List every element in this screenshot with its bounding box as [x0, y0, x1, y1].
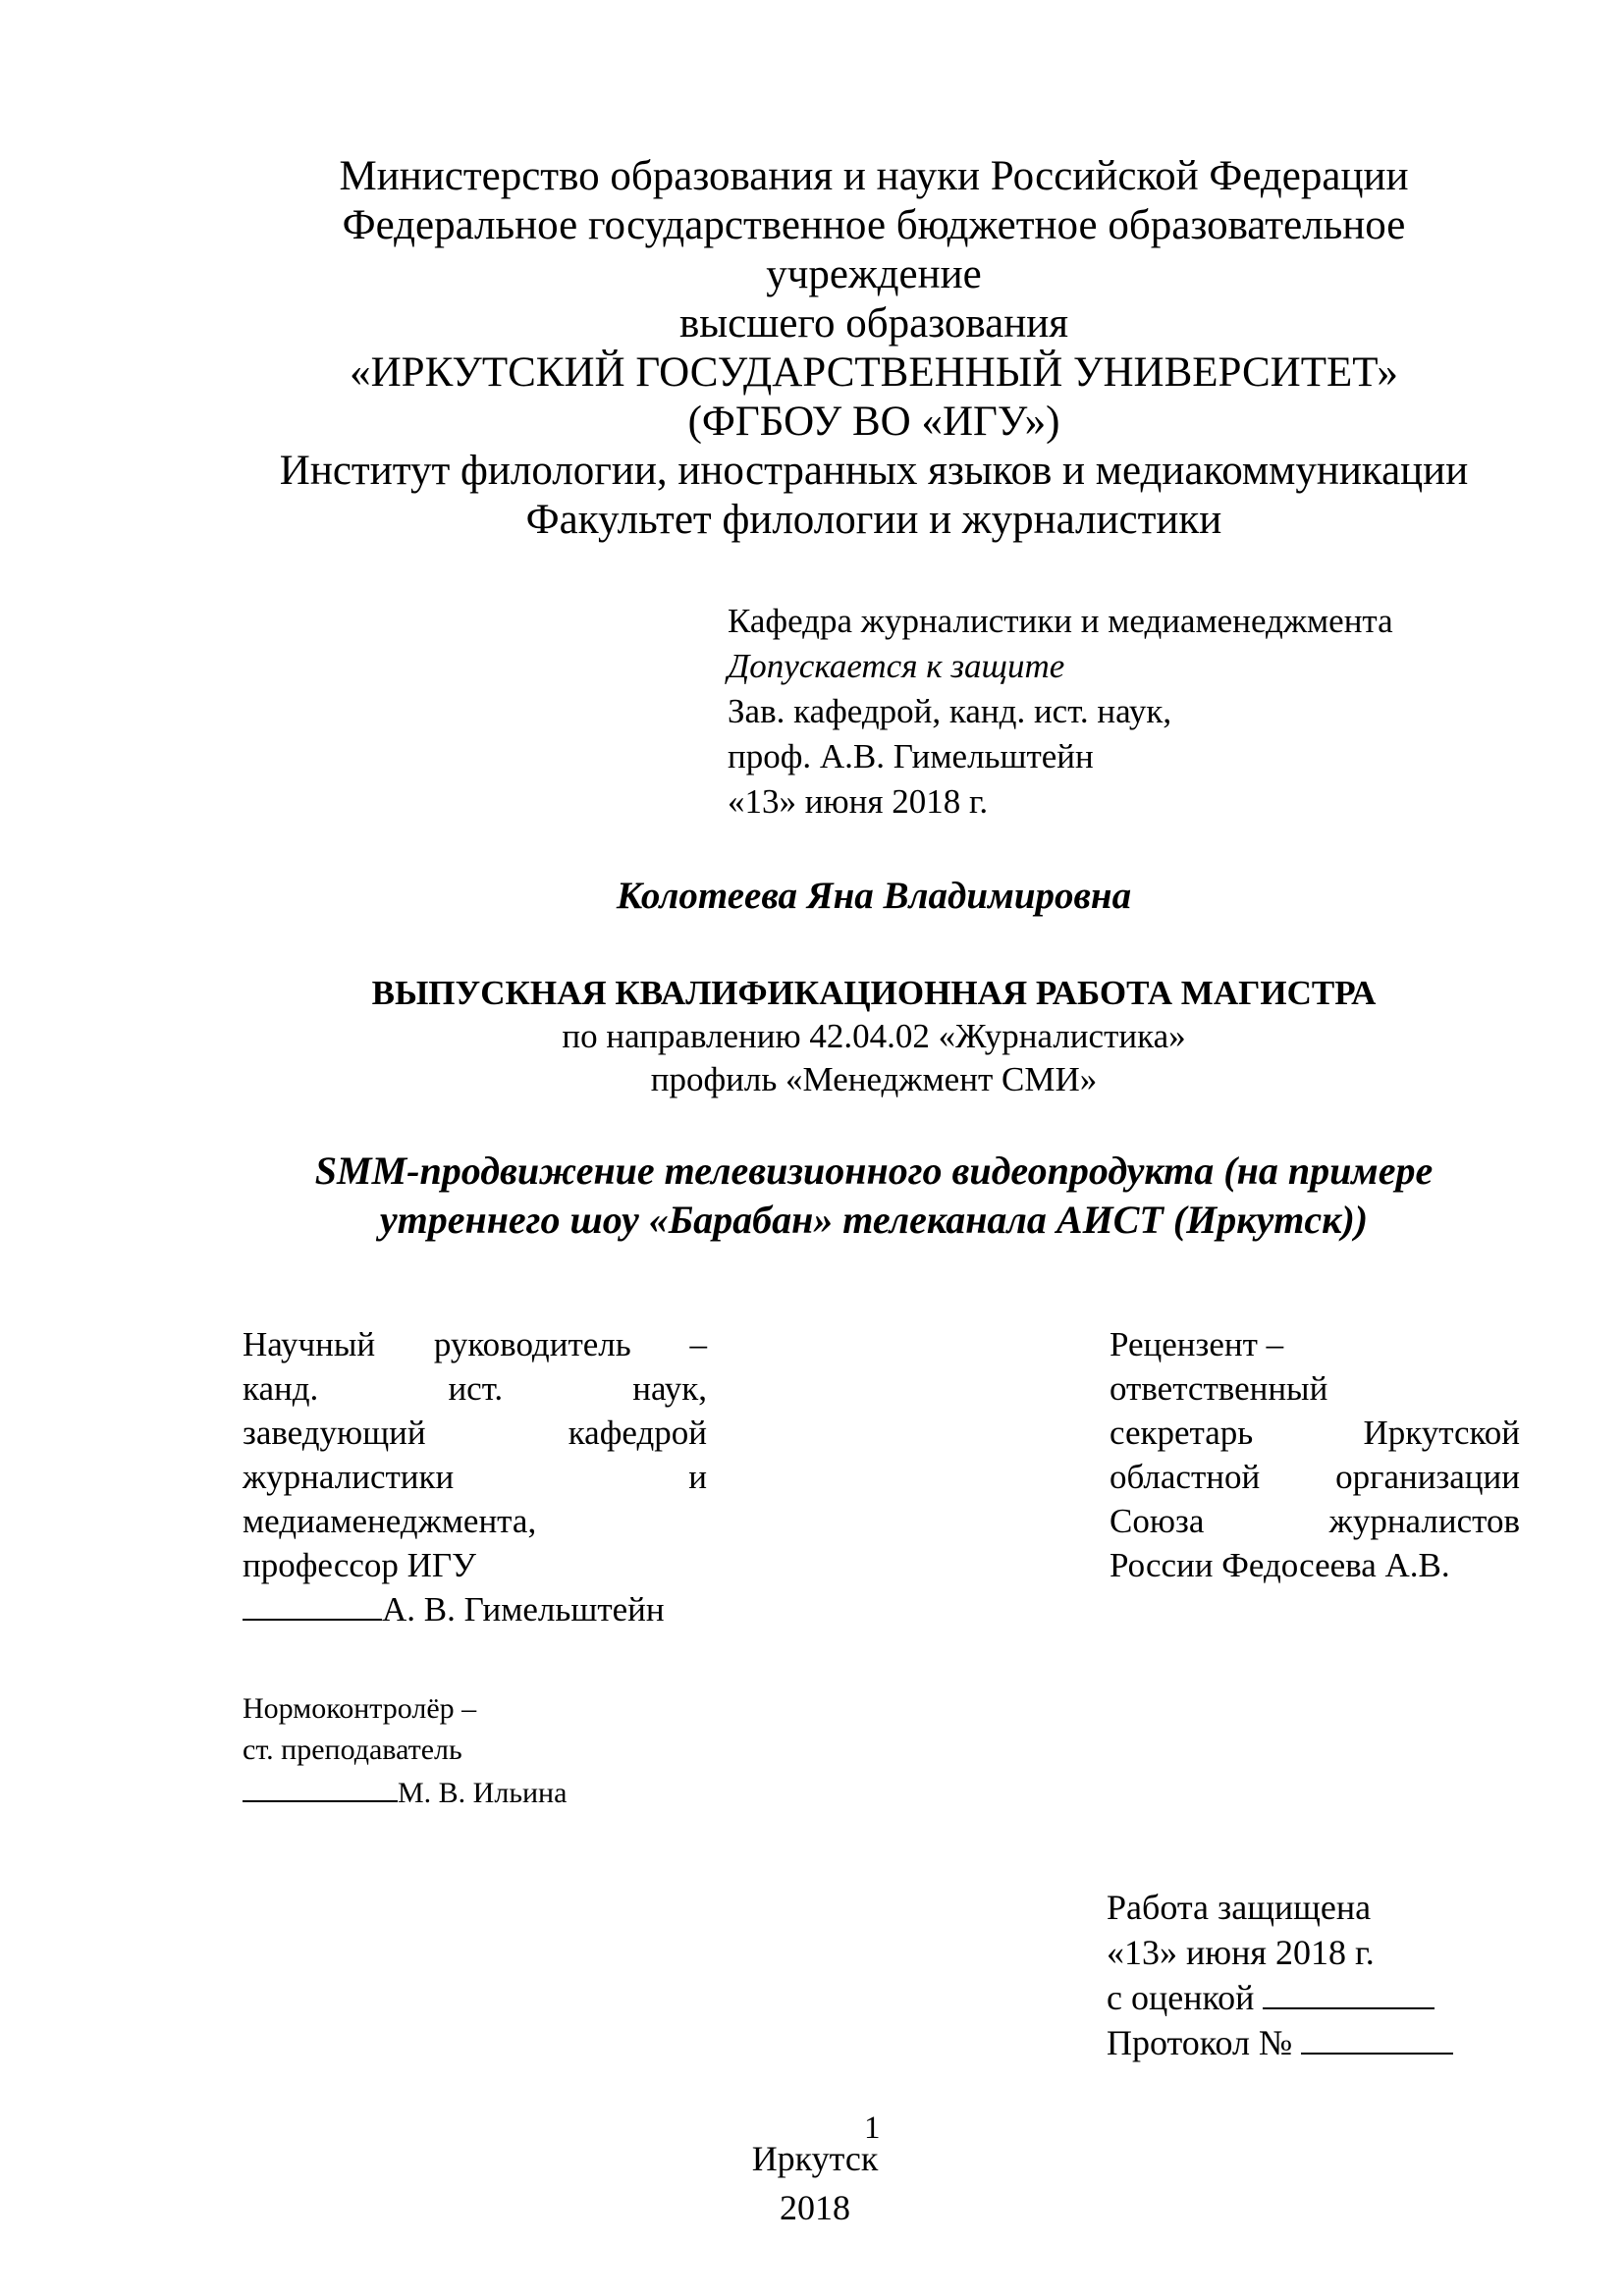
supervisor-line-6: профессор ИГУ: [243, 1546, 476, 1584]
reviewer-line-5: [1110, 1499, 1520, 1543]
admitted-to-defense: Допускается к защите: [728, 647, 1065, 685]
approval-date: «13» июня 2018 г.: [728, 782, 989, 821]
faculty-name: Факультет филологии и журналистики: [525, 497, 1222, 543]
grade-label: с оценкой: [1107, 1978, 1255, 2017]
reviewer-word: журналистов: [1328, 1502, 1520, 1540]
supervisor-line-5: медиаменеджмента,: [243, 1502, 537, 1540]
department-head-name: проф. А.В. Гимельштейн: [728, 737, 1094, 775]
department-head-title: Зав. кафедрой, канд. ист. наук,: [728, 692, 1172, 730]
reviewer-word: организации: [1335, 1458, 1520, 1496]
work-type: ВЫПУСКНАЯ КВАЛИФИКАЦИОННАЯ РАБОТА МАГИСТРА: [371, 974, 1377, 1012]
normcontrol-position: ст. преподаватель: [243, 1734, 462, 1766]
department-name: Кафедра журналистики и медиаменеджмента: [728, 602, 1393, 640]
study-profile: профиль «Менеджмент СМИ»: [650, 1060, 1098, 1098]
thesis-topic-line-2: утреннего шоу «Барабан» телеканала АИСТ (Иркутск)): [379, 1198, 1369, 1242]
reviewer-line-6: России Федосеева А.В.: [1110, 1546, 1450, 1584]
protocol-blank-line: [1301, 2023, 1453, 2055]
defense-block: [1107, 1885, 1453, 2065]
signature-line: [243, 1589, 382, 1621]
supervisor-word: и: [688, 1458, 707, 1496]
supervisor-word: кафедрой: [568, 1414, 707, 1452]
university-abbreviation: (ФГБОУ ВО «ИГУ»): [687, 399, 1060, 445]
approval-block: [728, 599, 1393, 825]
reviewer-line-4: [1110, 1455, 1520, 1499]
reviewer-block: [1110, 1322, 1520, 1587]
defense-date: «13» июня 2018 г.: [1107, 1933, 1375, 1972]
institution-type-line-2: учреждение: [766, 251, 982, 297]
signature-line: [243, 1771, 398, 1802]
supervisor-word: заведующий: [243, 1414, 426, 1452]
city: Иркутск: [751, 2139, 879, 2178]
institution-header: [236, 152, 1512, 545]
grade-blank-line: [1263, 1978, 1435, 2009]
supervisor-block: [243, 1322, 707, 1631]
institution-type-line: Федеральное государственное бюджетное образовательное: [342, 202, 1406, 248]
reviewer-word: секретарь: [1110, 1414, 1254, 1452]
supervisor-word: канд.: [243, 1369, 319, 1408]
normcontrol-signature-name: М. В. Ильина: [398, 1777, 568, 1809]
author-name: Колотеева Яна Владимировна: [616, 875, 1132, 917]
reviewer-word: Иркутской: [1363, 1414, 1520, 1452]
supervisor-line-4: [243, 1455, 707, 1499]
year: 2018: [780, 2188, 850, 2227]
thesis-topic-line-1: SMM-продвижение телевизионного видеопродукта (на примере: [314, 1148, 1434, 1193]
supervisor-line-3: [243, 1411, 707, 1455]
normcontrol-block: [243, 1688, 567, 1814]
supervisor-word: наук,: [632, 1369, 707, 1408]
supervisor-signature-name: А. В. Гимельштейн: [382, 1590, 665, 1629]
education-level-line: высшего образования: [678, 300, 1069, 347]
reviewer-word: Союза: [1110, 1502, 1205, 1540]
supervisor-word: ист.: [448, 1369, 504, 1408]
normcontrol-signature: [243, 1771, 567, 1814]
page-number: 1: [864, 2110, 881, 2146]
defense-grade: [1107, 1975, 1453, 2020]
supervisor-word: журналистики: [243, 1458, 455, 1496]
supervisor-line-1: [243, 1322, 707, 1366]
university-name: «ИРКУТСКИЙ ГОСУДАРСТВЕННЫЙ УНИВЕРСИТЕТ»: [350, 349, 1398, 396]
thesis-topic: [236, 1147, 1512, 1245]
reviewer-line-2: ответственный: [1110, 1369, 1328, 1408]
work-type-block: [236, 972, 1512, 1101]
supervisor-word: Научный: [243, 1325, 376, 1363]
supervisor-word: руководитель: [433, 1325, 631, 1363]
ministry-line: Министерство образования и науки Российской Федерации: [339, 153, 1409, 199]
institute-name: Институт филологии, иностранных языков и медиакоммуникации: [279, 448, 1469, 494]
reviewer-line-3: [1110, 1411, 1520, 1455]
reviewer-line-1: Рецензент –: [1110, 1325, 1284, 1363]
supervisor-word: –: [689, 1325, 707, 1363]
supervisor-line-2: [243, 1366, 707, 1411]
supervisor-signature: [243, 1587, 707, 1631]
study-direction: по направлению 42.04.02 «Журналистика»: [562, 1017, 1186, 1055]
reviewer-word: областной: [1110, 1458, 1261, 1496]
defense-status: Работа защищена: [1107, 1888, 1372, 1927]
defense-protocol: [1107, 2020, 1453, 2065]
protocol-label: Протокол №: [1107, 2023, 1293, 2062]
normcontrol-title: Нормоконтролёр –: [243, 1692, 477, 1725]
